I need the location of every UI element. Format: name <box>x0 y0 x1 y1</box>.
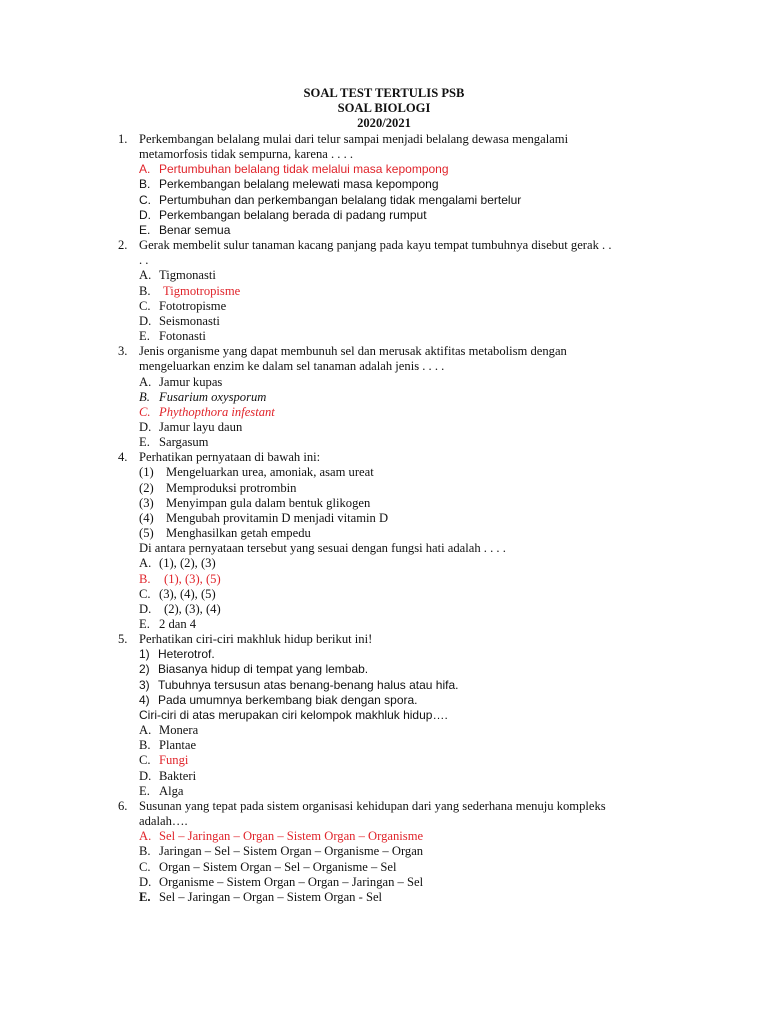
option-c <box>139 860 678 875</box>
question-text <box>139 238 678 268</box>
option-letter: E. <box>139 783 150 798</box>
option-text: Perkembangan belalang berada di padang rumput <box>159 207 427 222</box>
option-d <box>139 875 678 890</box>
statement-1 <box>139 647 678 662</box>
option-letter: D. <box>139 419 152 434</box>
question-text-line: mengeluarkan enzim ke dalam sel tanaman adalah jenis . . . . <box>139 359 445 374</box>
option-text: Seismonasti <box>159 313 220 328</box>
option-letter: E. <box>139 222 151 237</box>
header-title: SOAL TEST TERTULIS PSB <box>303 86 465 100</box>
question-number: 1. <box>118 132 128 146</box>
statement-text: Tubuhnya tersusun atas benang-benang halus atau hifa. <box>158 677 459 692</box>
question-text <box>139 632 678 647</box>
option-letter: C. <box>139 298 151 313</box>
option-text: Organ – Sistem Organ – Sel – Organisme – Sel <box>159 859 397 874</box>
option-text: Plantae <box>159 738 197 753</box>
question-number: 4. <box>118 450 128 465</box>
statement-text: Biasanya hidup di tempat yang lembab. <box>158 662 369 677</box>
question-list <box>118 132 678 905</box>
question-text <box>139 799 678 829</box>
question-5 <box>118 632 678 799</box>
option-letter: A. <box>139 162 151 177</box>
option-text: Sargasum <box>159 435 209 450</box>
option-text: (2), (3), (4) <box>164 601 221 616</box>
option-text: Organisme – Sistem Organ – Organ – Jaringan – Sel <box>159 874 424 889</box>
option-letter: E. <box>139 617 150 631</box>
option-d <box>139 314 678 329</box>
option-letter: B. <box>139 389 150 404</box>
option-text: Benar semua <box>159 222 231 237</box>
question-text-line: Susunan yang tepat pada sistem organisasi kehidupan dari yang sederhana menuju kompleks <box>139 798 606 813</box>
option-text: Pertumbuhan belalang tidak melalui masa kepompong <box>159 162 449 177</box>
option-letter: D. <box>139 601 152 616</box>
question-follow-up: Di antara pernyataan tersebut yang sesuai dengan fungsi hati adalah . . . . <box>139 541 506 556</box>
question-4 <box>118 450 678 632</box>
option-e <box>139 223 678 238</box>
statement-number: (3) <box>139 495 154 510</box>
header-subject: SOAL BIOLOGI <box>337 101 431 116</box>
option-letter: B. <box>139 738 151 753</box>
statement-text: Mengubah provitamin D menjadi vitamin D <box>166 510 389 525</box>
option-text: Sel – Jaringan – Organ – Sistem Organ - Sel <box>159 889 383 904</box>
option-letter: E. <box>139 435 150 450</box>
option-text: Pertumbuhan dan perkembangan belalang tidak mengalami bertelur <box>159 192 522 207</box>
question-text <box>139 344 678 374</box>
option-text: Sel – Jaringan – Organ – Sistem Organ – Organisme <box>159 829 424 844</box>
option-letter: C. <box>139 192 151 207</box>
option-letter: D. <box>139 768 152 783</box>
header-year: 2020/2021 <box>357 116 411 131</box>
statement-text: Heterotrof. <box>158 647 215 662</box>
option-text: Jaringan – Sel – Sistem Organ – Organisme – Organ <box>159 844 424 859</box>
statement-text: Memproduksi protrombin <box>166 480 297 495</box>
question-text-line: . . <box>139 253 149 268</box>
statement-5 <box>139 526 678 541</box>
option-text: Monera <box>159 723 199 738</box>
statement-number: (2) <box>139 480 154 495</box>
document-header <box>0 86 768 132</box>
option-b <box>139 177 678 192</box>
option-d <box>139 769 678 784</box>
option-letter: E. <box>139 329 150 344</box>
option-e <box>139 784 678 799</box>
option-letter: C. <box>139 586 151 601</box>
question-text-line: Perhatikan ciri-ciri makhluk hidup berikut ini! <box>139 632 373 647</box>
option-text: Bakteri <box>159 768 197 783</box>
statement-4 <box>139 693 678 708</box>
option-letter: B. <box>139 844 151 859</box>
question-number: 3. <box>118 344 128 359</box>
question-1 <box>118 132 678 238</box>
option-letter: B. <box>139 177 151 192</box>
option-b <box>139 390 678 405</box>
option-text: Tigmonasti <box>159 268 216 283</box>
statement-text: Mengeluarkan urea, amoniak, asam ureat <box>166 465 374 480</box>
option-text: Fusarium oxysporum <box>159 389 267 404</box>
statement-number: (4) <box>139 510 154 525</box>
option-letter: C. <box>139 859 151 874</box>
option-c <box>139 405 678 420</box>
statement-number: (5) <box>139 526 154 541</box>
question-text-line: Perkembangan belalang mulai dari telur sampai menjadi belalang dewasa mengalami <box>139 132 569 146</box>
option-text: Tigmotropisme <box>163 283 241 298</box>
statement-text: Menyimpan gula dalam bentuk glikogen <box>166 495 371 510</box>
option-letter: D. <box>139 874 152 889</box>
option-text: Perkembangan belalang melewati masa kepompong <box>159 177 439 192</box>
question-follow-up: Ciri-ciri di atas merupakan ciri kelompok makhluk hidup…. <box>139 707 448 722</box>
option-letter: A. <box>139 556 152 571</box>
question-2 <box>118 238 678 344</box>
option-text: Jamur kupas <box>159 374 223 389</box>
statement-number: 1) <box>139 647 150 662</box>
option-a <box>139 162 678 177</box>
question-text-line: metamorfosis tidak sempurna, karena . . . . <box>139 147 354 162</box>
option-c <box>139 753 678 768</box>
option-text: 2 dan 4 <box>159 617 197 631</box>
statement-3 <box>139 678 678 693</box>
question-number: 6. <box>118 798 128 813</box>
option-text: Fotonasti <box>159 329 206 344</box>
option-text: Fungi <box>159 753 189 768</box>
statement-text: Menghasilkan getah empedu <box>166 526 311 541</box>
question-text-line: Perhatikan pernyataan di bawah ini: <box>139 450 321 465</box>
option-letter: C. <box>139 404 151 419</box>
question-3 <box>118 344 678 450</box>
option-c <box>139 587 678 602</box>
option-a <box>139 268 678 283</box>
option-e <box>139 329 678 344</box>
option-e <box>139 890 678 905</box>
question-text-line: Jenis organisme yang dapat membunuh sel dan merusak aktifitas metabolism dengan <box>139 344 567 359</box>
option-a <box>139 375 678 390</box>
option-letter: A. <box>139 374 152 389</box>
option-text: Alga <box>159 783 184 798</box>
option-letter: A. <box>139 723 152 738</box>
option-d <box>139 420 678 435</box>
statement-number: 4) <box>139 692 150 707</box>
statement-3 <box>139 496 678 511</box>
option-a <box>139 723 678 738</box>
option-c <box>139 299 678 314</box>
option-text: (1), (2), (3) <box>159 556 216 571</box>
statement-text: Pada umumnya berkembang biak dengan spora. <box>158 692 418 707</box>
option-b <box>139 844 678 859</box>
option-letter: B. <box>139 571 151 586</box>
option-e <box>139 617 678 632</box>
option-letter: B. <box>139 283 151 298</box>
question-number: 5. <box>118 632 128 647</box>
option-e <box>139 435 678 450</box>
option-letter: E. <box>139 889 151 904</box>
question-text <box>139 132 678 162</box>
option-b <box>139 572 678 587</box>
statement-4 <box>139 511 678 526</box>
option-text: (3), (4), (5) <box>159 586 216 601</box>
statement-number: 2) <box>139 662 150 677</box>
question-text-line: adalah…. <box>139 814 188 829</box>
question-text <box>139 450 678 465</box>
statement-number: 3) <box>139 677 150 692</box>
question-number: 2. <box>118 238 128 253</box>
option-letter: A. <box>139 829 152 844</box>
question-6 <box>118 799 678 905</box>
option-text: Phythopthora infestant <box>159 404 275 419</box>
option-text: Fototropisme <box>159 298 227 313</box>
option-a <box>139 556 678 571</box>
option-a <box>139 829 678 844</box>
option-letter: A. <box>139 268 152 283</box>
option-letter: D. <box>139 313 152 328</box>
option-b <box>139 738 678 753</box>
option-c <box>139 193 678 208</box>
statement-2 <box>139 481 678 496</box>
option-text: Jamur layu daun <box>159 419 243 434</box>
option-d <box>139 208 678 223</box>
question-text-line: Gerak membelit sulur tanaman kacang panjang pada kayu tempat tumbuhnya disebut gerak . . <box>139 238 612 253</box>
statement-1 <box>139 465 678 480</box>
option-d <box>139 602 678 617</box>
option-letter: C. <box>139 753 151 768</box>
option-text: (1), (3), (5) <box>164 571 221 586</box>
option-letter: D. <box>139 207 151 222</box>
statement-2 <box>139 662 678 677</box>
option-b <box>139 284 678 299</box>
statement-number: (1) <box>139 465 154 480</box>
